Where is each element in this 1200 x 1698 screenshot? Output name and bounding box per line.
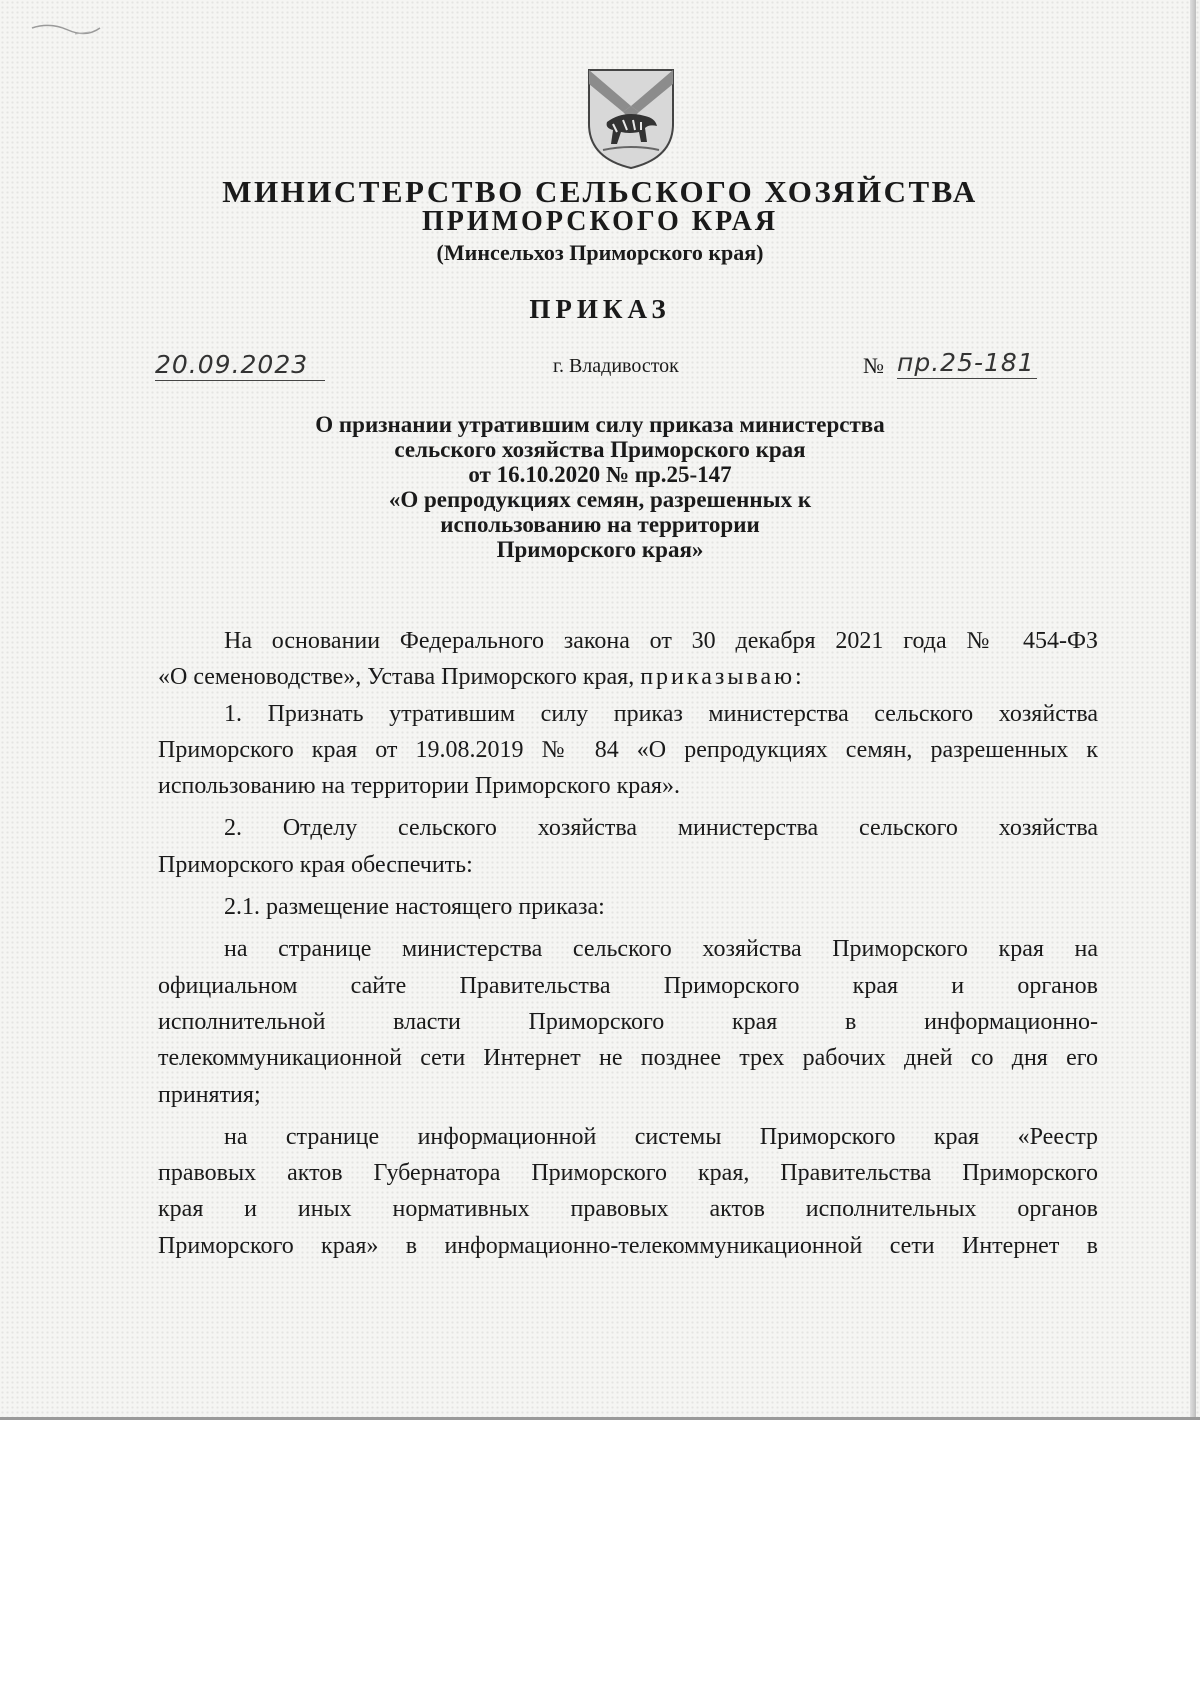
body-line: правовых актов Губернатора Приморского края, Правительства Приморского bbox=[158, 1160, 1098, 1187]
order-subject bbox=[250, 412, 950, 562]
order-verb: приказываю: bbox=[640, 664, 805, 691]
scan-edge-bottom bbox=[0, 1417, 1200, 1420]
body-line: 1. Признать утратившим силу приказ министерства сельского хозяйства bbox=[224, 700, 1098, 727]
order-number: пр.25-181 bbox=[897, 348, 1037, 379]
body-line: На основании Федерального закона от 30 декабря 2021 года № 454-ФЗ bbox=[224, 628, 1098, 654]
scan-smudge bbox=[30, 18, 120, 42]
document-type: ПРИКАЗ bbox=[529, 294, 671, 324]
body-line: принятия; bbox=[158, 1081, 261, 1108]
body-line: Приморского края от 19.08.2019 № 84 «О репродукциях семян, разрешенных к bbox=[158, 736, 1098, 763]
body-line: использованию на территории Приморского края». bbox=[158, 773, 680, 800]
subject-line: Приморского края» bbox=[496, 537, 704, 562]
body-line: исполнительной власти Приморского края в информационно- bbox=[158, 1008, 1098, 1035]
body-line: 2. Отделу сельского хозяйства министерства сельского хозяйства bbox=[224, 815, 1098, 842]
subject-line: от 16.10.2020 № пр.25-147 bbox=[468, 462, 732, 487]
coat-of-arms-emblem bbox=[583, 66, 679, 170]
body-line: на странице информационной системы Приморского края «Реестр bbox=[224, 1123, 1098, 1150]
ministry-region: ПРИМОРСКОГО КРАЯ bbox=[421, 206, 779, 237]
order-body bbox=[158, 623, 1098, 1264]
subject-line: «О репродукциях семян, разрешенных к bbox=[388, 487, 812, 512]
body-line: 2.1. размещение настоящего приказа: bbox=[224, 894, 605, 921]
subject-line: использованию на территории bbox=[440, 512, 760, 537]
body-line bbox=[158, 659, 1098, 695]
ministry-title: МИНИСТЕРСТВО СЕЛЬСКОГО ХОЗЯЙСТВА bbox=[222, 174, 978, 209]
body-text-segment: «О семеноводстве», Устава Приморского края, bbox=[158, 664, 635, 691]
body-line: Приморского края» в информационно-телекоммуникационной сети Интернет в bbox=[158, 1232, 1098, 1259]
body-line: Приморского края обеспечить: bbox=[158, 851, 473, 878]
body-line: телекоммуникационной сети Интернет не позднее трех рабочих дней со дня его bbox=[158, 1045, 1098, 1072]
number-sign: № bbox=[863, 353, 884, 378]
subject-line: О признании утратившим силу приказа министерства bbox=[315, 412, 885, 437]
subject-line: сельского хозяйства Приморского края bbox=[394, 437, 806, 462]
body-line: на странице министерства сельского хозяйства Приморского края на bbox=[224, 936, 1098, 963]
body-line: края и иных нормативных правовых актов исполнительных органов bbox=[158, 1196, 1098, 1223]
order-date: 20.09.2023 bbox=[155, 350, 325, 381]
order-city: г. Владивосток bbox=[553, 355, 679, 377]
body-line: официальном сайте Правительства Приморского края и органов bbox=[158, 972, 1098, 999]
ministry-short-name: (Минсельхоз Приморского края) bbox=[436, 240, 764, 265]
